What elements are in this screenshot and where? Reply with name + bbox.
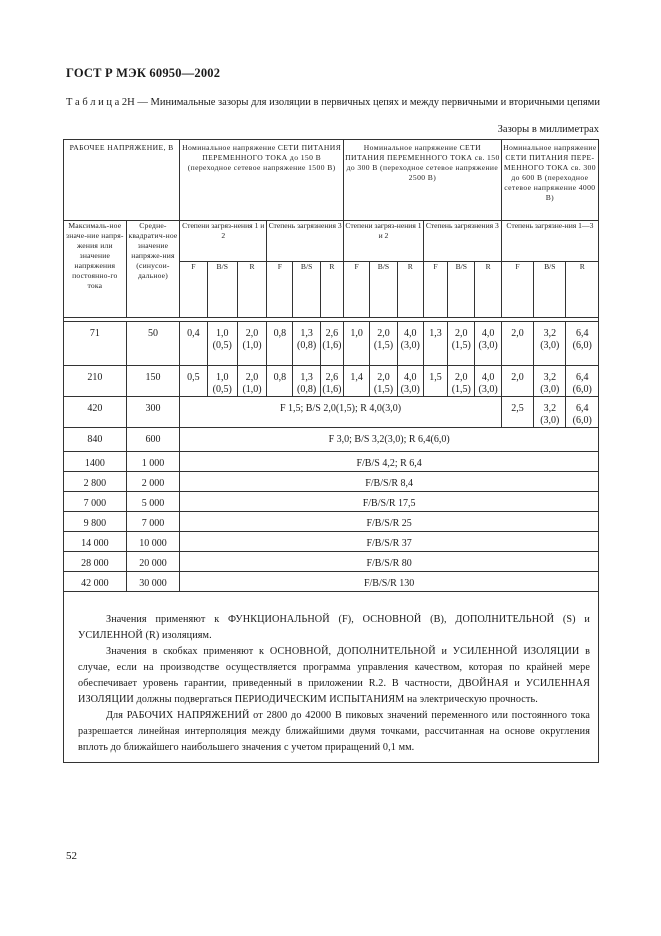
header-g2-deg3: Степень загрязнения 3 [423, 221, 501, 262]
clearance-cell: 2,6 (1,6) [320, 366, 343, 397]
peak-voltage-cell: 840 [64, 428, 127, 452]
clearance-cell: 6,4 (6,0) [566, 397, 599, 428]
header-group-1: Номинальное напряжение СЕТИ ПИТАНИЯ ПЕРЕМЕННОГО ТОКА до 150 В (переходное сетевое напряжение 1500 В) [180, 140, 344, 221]
clearance-cell: 3,2 (3,0) [534, 366, 566, 397]
header-g2-deg12: Степени загряз-нения 1 и 2 [344, 221, 424, 262]
rms-voltage-cell: 20 000 [126, 552, 180, 572]
clearance-cell: 2,0 [501, 322, 533, 366]
note-2: Значения в скобках применяют к ОСНОВНОЙ, ДОПОЛНИТЕЛЬНОЙ и УСИЛЕННОЙ ИЗОЛЯЦИИ в случае, если на производстве осуществляется программа управления качеством, которая по крайней мере обеспечивает уровень гарантии, приведенный в приложении R.2. В частности, ДВОЙНАЯ и УСИЛЕННАЯ ИЗОЛЯЦИИ должны подвергаться ПЕРИОДИЧЕСКИМ ИСПЫТАНИЯМ на электрическую прочность. [78, 646, 590, 705]
header-r: R [237, 262, 266, 318]
table-row [64, 532, 599, 552]
clearance-cell: 2,5 [501, 397, 533, 428]
header-r: R [397, 262, 423, 318]
peak-voltage-cell: 210 [64, 366, 127, 397]
peak-voltage-cell: 420 [64, 397, 127, 428]
rms-voltage-cell: 1 000 [126, 452, 180, 472]
table-row [64, 366, 599, 397]
clearance-span-cell: F 3,0; B/S 3,2(3,0); R 6,4(6,0) [180, 428, 599, 452]
clearance-cell: 2,0 (1,5) [448, 322, 475, 366]
clearance-cell: 4,0 (3,0) [397, 322, 423, 366]
header-f: F [423, 262, 447, 318]
clearance-cell: 1,3 (0,8) [293, 322, 320, 366]
clearance-cell: 2,0 [501, 366, 533, 397]
rms-voltage-cell: 10 000 [126, 532, 180, 552]
clearance-cell: 4,0 (3,0) [397, 366, 423, 397]
clearance-cell: 4,0 (3,0) [475, 366, 501, 397]
clearance-span-cell: F 1,5; B/S 2,0(1,5); R 4,0(3,0) [180, 397, 502, 428]
units-note: Зазоры в миллиметрах [497, 124, 599, 135]
clearance-span-cell: F/B/S/R 80 [180, 552, 599, 572]
header-f: F [501, 262, 533, 318]
clearance-cell: 1,3 [423, 322, 447, 366]
rms-voltage-cell: 30 000 [126, 572, 180, 592]
clearance-cell: 1,4 [344, 366, 370, 397]
clearance-span-cell: F/B/S/R 130 [180, 572, 599, 592]
clearance-cell: 1,0 (0,5) [207, 322, 237, 366]
clearance-cell: 2,6 (1,6) [320, 322, 343, 366]
clearance-cell: 6,4 (6,0) [566, 322, 599, 366]
table-row [64, 322, 599, 366]
header-rms-voltage: Средне-квадратич-ное значение напряже-ния (синусои-дальное) [126, 221, 180, 318]
clearance-cell: 2,0 (1,5) [370, 322, 397, 366]
table-row [64, 552, 599, 572]
clearance-cell: 1,3 (0,8) [293, 366, 320, 397]
peak-voltage-cell: 14 000 [64, 532, 127, 552]
peak-voltage-cell: 2 800 [64, 472, 127, 492]
clearance-cell: 3,2 (3,0) [534, 322, 566, 366]
header-group-3: Номинальное напряжение СЕТИ ПИТАНИЯ ПЕРЕ-МЕННОГО ТОКА св. 300 до 600 В (переходное сетевое напряжение 4000 В) [501, 140, 598, 221]
rms-voltage-cell: 50 [126, 322, 180, 366]
header-bs: B/S [448, 262, 475, 318]
table-row [64, 472, 599, 492]
table-row [64, 512, 599, 532]
peak-voltage-cell: 71 [64, 322, 127, 366]
table-row [64, 452, 599, 472]
clearance-cell: 0,8 [267, 322, 293, 366]
peak-voltage-cell: 7 000 [64, 492, 127, 512]
clearance-cell: 2,0 (1,5) [448, 366, 475, 397]
clearance-cell: 1,5 [423, 366, 447, 397]
clearance-cell: 1,0 (0,5) [207, 366, 237, 397]
clearance-span-cell: F/B/S/R 8,4 [180, 472, 599, 492]
header-bs: B/S [293, 262, 320, 318]
table-caption: Т а б л и ц а 2Н — Минимальные зазоры для изоляции в первичных цепях и между первичными и вторичными цепями [66, 97, 600, 108]
header-bs: B/S [207, 262, 237, 318]
document-header: ГОСТ Р МЭК 60950—2002 [66, 66, 221, 80]
rms-voltage-cell: 2 000 [126, 472, 180, 492]
clearance-cell: 0,5 [180, 366, 207, 397]
clearance-cell: 0,8 [267, 366, 293, 397]
table-row [64, 397, 599, 428]
table-row [64, 572, 599, 592]
header-r: R [320, 262, 343, 318]
peak-voltage-cell: 28 000 [64, 552, 127, 572]
page-number: 52 [66, 850, 77, 862]
header-f: F [180, 262, 207, 318]
header-g1-deg3: Степень загрязнения 3 [267, 221, 344, 262]
clearance-span-cell: F/B/S/R 25 [180, 512, 599, 532]
header-g1-deg12: Степени загряз-нения 1 и 2 [180, 221, 267, 262]
rms-voltage-cell: 300 [126, 397, 180, 428]
clearance-cell: 3,2 (3,0) [534, 397, 566, 428]
header-g3-deg13: Степень загрязне-ния 1—3 [501, 221, 598, 262]
rms-voltage-cell: 5 000 [126, 492, 180, 512]
header-f: F [267, 262, 293, 318]
note-1: Значения применяют к ФУНКЦИОНАЛЬНОЙ (F), ОСНОВНОЙ (B), ДОПОЛНИТЕЛЬНОЙ (S) и УСИЛЕННОЙ (R) изоляциям. [78, 614, 590, 641]
table-notes [64, 592, 599, 763]
header-r: R [475, 262, 501, 318]
peak-voltage-cell: 42 000 [64, 572, 127, 592]
rms-voltage-cell: 7 000 [126, 512, 180, 532]
header-peak-voltage: Максималь-ное значе-ние напря-жения или значение напряжения постоянно-го тока [64, 221, 127, 318]
clearance-cell: 2,0 (1,0) [237, 366, 266, 397]
clearance-cell: 2,0 (1,0) [237, 322, 266, 366]
clearance-cell: 4,0 (3,0) [475, 322, 501, 366]
clearance-span-cell: F/B/S/R 17,5 [180, 492, 599, 512]
rms-voltage-cell: 600 [126, 428, 180, 452]
note-3: Для РАБОЧИХ НАПРЯЖЕНИЙ от 2800 до 42000 В пиковых значений переменного или постоянного тока разрешается линейная интерполяция между ближайшими двумя точками, рассчитанная на основе округления вплоть до ближайшего наибольшего значения с учетом приращений 0,1 мм. [78, 710, 590, 753]
header-working-voltage: РАБОЧЕЕ НАПРЯЖЕНИЕ, В [64, 140, 180, 221]
clearance-span-cell: F/B/S 4,2; R 6,4 [180, 452, 599, 472]
table-row [64, 492, 599, 512]
peak-voltage-cell: 1400 [64, 452, 127, 472]
clearance-table [63, 139, 599, 763]
peak-voltage-cell: 9 800 [64, 512, 127, 532]
clearance-cell: 6,4 (6,0) [566, 366, 599, 397]
header-group-2: Номинальное напряжение СЕТИ ПИТАНИЯ ПЕРЕМЕННОГО ТОКА св. 150 до 300 В (переходное сетевое напряжение 2500 В) [344, 140, 502, 221]
header-r: R [566, 262, 599, 318]
table-row [64, 428, 599, 452]
clearance-cell: 2,0 (1,5) [370, 366, 397, 397]
header-bs: B/S [370, 262, 397, 318]
clearance-cell: 0,4 [180, 322, 207, 366]
clearance-span-cell: F/B/S/R 37 [180, 532, 599, 552]
clearance-cell: 1,0 [344, 322, 370, 366]
header-bs: B/S [534, 262, 566, 318]
header-f: F [344, 262, 370, 318]
rms-voltage-cell: 150 [126, 366, 180, 397]
